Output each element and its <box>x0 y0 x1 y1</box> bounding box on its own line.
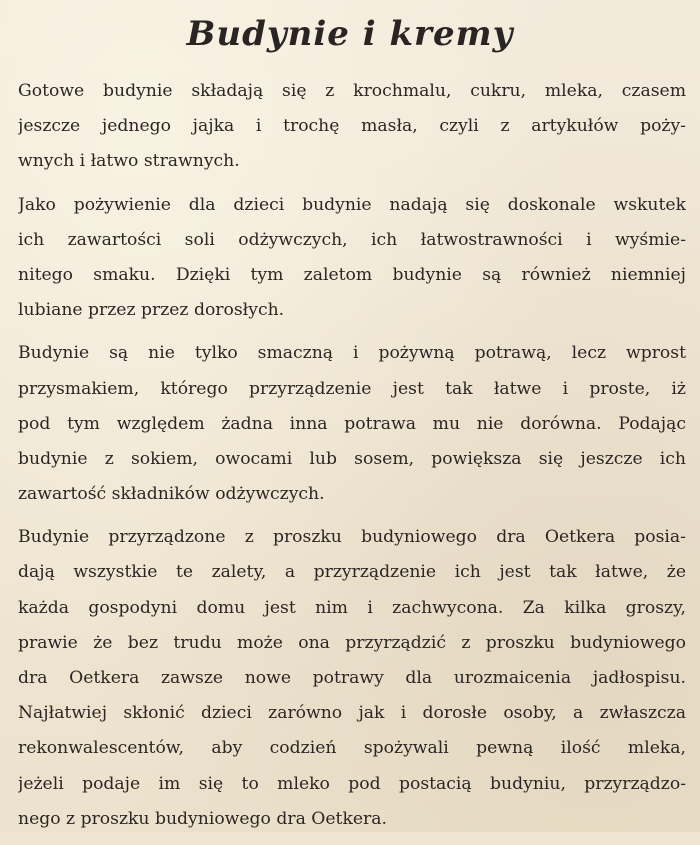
text-line: zawartość składników odżywczych. <box>18 484 325 505</box>
text-line: Budynie przyrządzone z proszku budyniowego dra Oetkera posia- <box>18 527 686 548</box>
body-text <box>18 74 686 845</box>
paragraph-4 <box>18 520 686 837</box>
text-line: dra Oetkera zawsze nowe potrawy dla urozmaicenia jadłospisu. <box>18 668 686 688</box>
text-line: prawie że bez trudu może ona przyrządzić z proszku budyniowego <box>18 632 686 653</box>
page-title: Budynie i kremy <box>186 14 514 54</box>
text-line: Budynie są nie tylko smaczną i pożywną potrawą, lecz wprost <box>18 343 686 364</box>
paragraph-3 <box>18 336 686 512</box>
text-line: przysmakiem, którego przyrządzenie jest tak łatwe i proste, iż <box>18 378 686 399</box>
text-line: Gotowe budynie składają się z krochmalu, cukru, mleka, czasem <box>18 81 686 101</box>
paragraph-2 <box>18 188 686 329</box>
text-line: każda gospodyni domu jest nim i zachwycona. Za kilka groszy, <box>18 597 686 618</box>
text-line: nego z proszku budyniowego dra Oetkera. <box>18 808 387 829</box>
text-line: wnych i łatwo strawnych. <box>18 151 240 172</box>
text-line: dają wszystkie te zalety, a przyrządzenie ich jest tak łatwe, że <box>18 562 686 583</box>
text-line: rekonwalescentów, aby codzień spożywali pewną ilość mleka, <box>18 738 686 759</box>
text-line: jeżeli podaje im się to mleko pod postacią budyniu, przyrządzo- <box>18 773 686 794</box>
text-line: lubiane przez przez dorosłych. <box>18 300 285 321</box>
text-line: ich zawartości soli odżywczych, ich łatwostrawności i wyśmie- <box>18 229 686 250</box>
text-line: nitego smaku. Dzięki tym zaletom budynie są również niemniej <box>18 264 686 285</box>
text-line: pod tym względem żadna inna potrawa mu nie dorówna. Podając <box>18 413 686 434</box>
paragraph-1 <box>18 74 686 180</box>
text-line: Najłatwiej skłonić dzieci zarówno jak i dorosłe osoby, a zwłaszcza <box>18 703 686 724</box>
text-line: Jako pożywienie dla dzieci budynie nadają się doskonale wskutek <box>18 194 686 215</box>
text-line: budynie z sokiem, owocami lub sosem, powiększa się jeszcze ich <box>18 448 686 469</box>
text-line: jeszcze jednego jajka i trochę masła, czyli z artykułów poży- <box>18 116 686 137</box>
